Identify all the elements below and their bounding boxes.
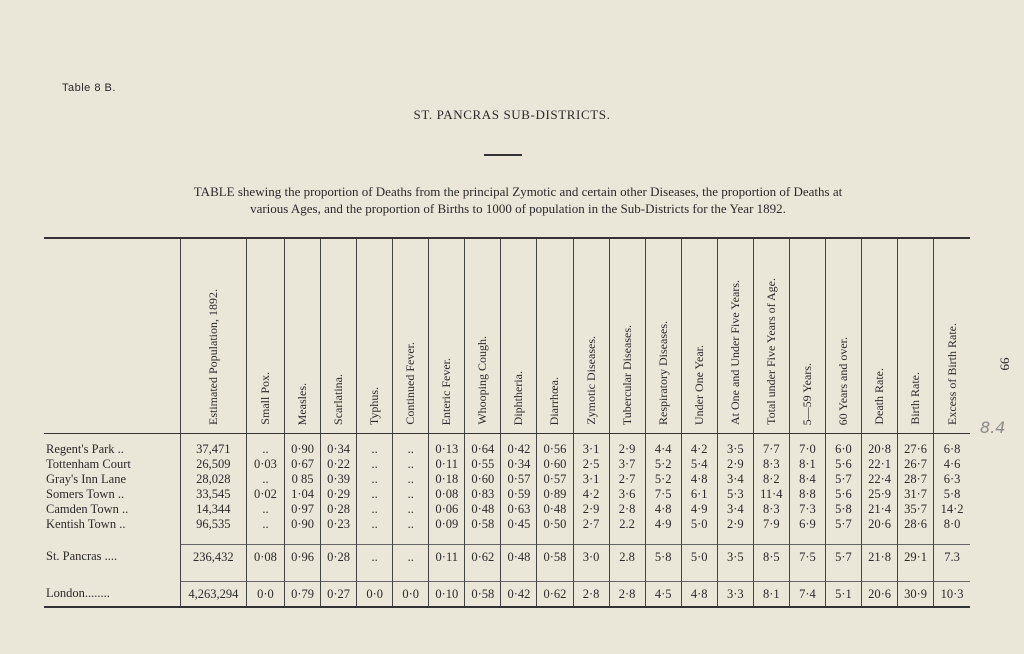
cell-value: 7·3 bbox=[789, 502, 825, 517]
cell-value: 3·1 bbox=[573, 434, 609, 458]
col-header: Continued Fever. bbox=[393, 238, 429, 434]
cell-value: 0·90 bbox=[285, 517, 321, 532]
cell-value: 0·97 bbox=[285, 502, 321, 517]
cell-value: 8·1 bbox=[753, 582, 789, 608]
cell-value: 21·4 bbox=[862, 502, 898, 517]
spacer-cell bbox=[246, 569, 284, 582]
cell-value: 5·0 bbox=[681, 545, 717, 570]
cell-value: 0·34 bbox=[501, 457, 537, 472]
cell-value: 2·9 bbox=[717, 517, 753, 532]
cell-value: 0·96 bbox=[285, 545, 321, 570]
cell-value: 0·58 bbox=[465, 582, 501, 608]
spacer-cell bbox=[44, 532, 180, 545]
cell-value: 5·2 bbox=[645, 457, 681, 472]
cell-value: 0·45 bbox=[501, 517, 537, 532]
caption-line-1: TABLE shewing the proportion of Deaths from the principal Zymotic and certain other Diseases, the proportion of Deaths at bbox=[193, 184, 843, 199]
cell-value: .. bbox=[357, 434, 393, 458]
spacer-cell bbox=[285, 532, 321, 545]
cell-value: 0·27 bbox=[321, 582, 357, 608]
cell-value: .. bbox=[357, 545, 393, 570]
cell-value: 20·8 bbox=[862, 434, 898, 458]
spacer-cell bbox=[321, 569, 357, 582]
cell-value: 7·4 bbox=[789, 582, 825, 608]
spacer-cell bbox=[429, 532, 465, 545]
cell-value: 0·59 bbox=[501, 487, 537, 502]
cell-value: 5·8 bbox=[934, 487, 970, 502]
cell-value: 7·5 bbox=[645, 487, 681, 502]
total-row-london bbox=[44, 582, 970, 608]
total-row-st-pancras bbox=[44, 545, 970, 570]
spacer-cell bbox=[573, 569, 609, 582]
cell-value: .. bbox=[393, 457, 429, 472]
cell-value: 28·7 bbox=[898, 472, 934, 487]
cell-value: 0·22 bbox=[321, 457, 357, 472]
cell-value: 0·60 bbox=[537, 457, 573, 472]
header-row bbox=[44, 238, 970, 434]
spacer-cell bbox=[180, 532, 246, 545]
cell-value: 7·9 bbox=[753, 517, 789, 532]
cell-value: 10·3 bbox=[934, 582, 970, 608]
cell-value: 25·9 bbox=[862, 487, 898, 502]
cell-value: 3·5 bbox=[717, 434, 753, 458]
col-header: Measles. bbox=[285, 238, 321, 434]
spacer-cell bbox=[825, 532, 861, 545]
cell-value: 2.2 bbox=[609, 517, 645, 532]
cell-value: 6·0 bbox=[825, 434, 861, 458]
cell-value: 0·83 bbox=[465, 487, 501, 502]
cell-value: 8·4 bbox=[789, 472, 825, 487]
row-label: Camden Town .. bbox=[46, 502, 129, 516]
cell-value: 4·9 bbox=[645, 517, 681, 532]
cell-value: 20·6 bbox=[862, 517, 898, 532]
cell-value: 28·6 bbox=[898, 517, 934, 532]
row-label: Gray's Inn Lane bbox=[46, 472, 126, 486]
cell-value: .. bbox=[393, 517, 429, 532]
cell-value: 4·6 bbox=[934, 457, 970, 472]
cell-value: 4·4 bbox=[645, 434, 681, 458]
cell-value: 14·2 bbox=[934, 502, 970, 517]
spacer-cell bbox=[681, 532, 717, 545]
cell-value: 4·5 bbox=[645, 582, 681, 608]
cell-value: 20·6 bbox=[862, 582, 898, 608]
cell-value: .. bbox=[393, 487, 429, 502]
spacer-cell bbox=[501, 569, 537, 582]
col-header: At One and Under Five Years. bbox=[717, 238, 753, 434]
spacer-cell bbox=[609, 532, 645, 545]
cell-value: 1·04 bbox=[285, 487, 321, 502]
cell-value: 21·8 bbox=[862, 545, 898, 570]
cell-value: 236,432 bbox=[180, 545, 246, 570]
spacer-cell bbox=[825, 569, 861, 582]
cell-value: 3·7 bbox=[609, 457, 645, 472]
col-header: Enteric Fever. bbox=[429, 238, 465, 434]
col-header: Typhus. bbox=[357, 238, 393, 434]
cell-value: 0 85 bbox=[285, 472, 321, 487]
cell-value: 0·23 bbox=[321, 517, 357, 532]
cell-value: 0·18 bbox=[429, 472, 465, 487]
spacer-cell bbox=[789, 569, 825, 582]
cell-value: .. bbox=[357, 457, 393, 472]
spacer-cell bbox=[862, 532, 898, 545]
cell-value: 14,344 bbox=[180, 502, 246, 517]
col-header: Scarlatina. bbox=[321, 238, 357, 434]
cell-value: 0·58 bbox=[465, 517, 501, 532]
spacer-cell bbox=[898, 569, 934, 582]
spacer-cell bbox=[717, 569, 753, 582]
spacer-cell bbox=[393, 532, 429, 545]
cell-value: 5·6 bbox=[825, 487, 861, 502]
cell-value: 7·5 bbox=[789, 545, 825, 570]
cell-value: 0·02 bbox=[246, 487, 284, 502]
caption-line-2: various Ages, and the proportion of Births to 1000 of population in the Sub-Districts for the Year 1892. bbox=[250, 201, 786, 216]
spacer-cell bbox=[609, 569, 645, 582]
cell-value: 0·0 bbox=[357, 582, 393, 608]
cell-value: 6·1 bbox=[681, 487, 717, 502]
cell-value: .. bbox=[357, 517, 393, 532]
cell-value: 5·3 bbox=[717, 487, 753, 502]
cell-value: 5·1 bbox=[825, 582, 861, 608]
cell-value: .. bbox=[357, 472, 393, 487]
cell-value: 22·4 bbox=[862, 472, 898, 487]
table-row bbox=[44, 502, 970, 517]
handwritten-note: 8.4 bbox=[980, 418, 1006, 437]
col-header: Zymotic Diseases. bbox=[573, 238, 609, 434]
spacer-cell bbox=[357, 569, 393, 582]
spacer-cell bbox=[934, 532, 970, 545]
cell-value: 6·8 bbox=[934, 434, 970, 458]
spacer-cell bbox=[862, 569, 898, 582]
cell-value: 0·48 bbox=[501, 545, 537, 570]
table-row bbox=[44, 487, 970, 502]
cell-value: 29·1 bbox=[898, 545, 934, 570]
cell-value: 8·2 bbox=[753, 472, 789, 487]
spacer-cell bbox=[357, 532, 393, 545]
cell-value: 5·2 bbox=[645, 472, 681, 487]
cell-value: 3·4 bbox=[717, 472, 753, 487]
cell-value: 0·79 bbox=[285, 582, 321, 608]
col-header: Birth Rate. bbox=[898, 238, 934, 434]
cell-value: 4·8 bbox=[681, 582, 717, 608]
cell-value: 0·56 bbox=[537, 434, 573, 458]
cell-value: 3·6 bbox=[609, 487, 645, 502]
cell-value: 5·7 bbox=[825, 517, 861, 532]
cell-value: .. bbox=[357, 502, 393, 517]
cell-value: .. bbox=[246, 517, 284, 532]
cell-value: 8·8 bbox=[789, 487, 825, 502]
spacer-row bbox=[44, 569, 970, 582]
cell-value: 5·0 bbox=[681, 517, 717, 532]
spacer-cell bbox=[180, 569, 246, 582]
cell-value: 0·67 bbox=[285, 457, 321, 472]
cell-value: 4·9 bbox=[681, 502, 717, 517]
col-header: Death Rate. bbox=[862, 238, 898, 434]
cell-value: 0·89 bbox=[537, 487, 573, 502]
cell-value: .. bbox=[393, 434, 429, 458]
cell-value: 22·1 bbox=[862, 457, 898, 472]
col-header: Diphtheria. bbox=[501, 238, 537, 434]
cell-value: 0·58 bbox=[537, 545, 573, 570]
col-header: Under One Year. bbox=[681, 238, 717, 434]
col-header: Whooping Cough. bbox=[465, 238, 501, 434]
row-label: Somers Town .. bbox=[46, 487, 125, 501]
cell-value: .. bbox=[393, 472, 429, 487]
spacer-cell bbox=[246, 532, 284, 545]
cell-value: 2·8 bbox=[609, 582, 645, 608]
cell-value: 0·42 bbox=[501, 582, 537, 608]
spacer-cell bbox=[321, 532, 357, 545]
cell-value: 0·90 bbox=[285, 434, 321, 458]
cell-value: 0·11 bbox=[429, 457, 465, 472]
col-header: Estimated Population, 1892. bbox=[180, 238, 246, 434]
cell-value: 4·2 bbox=[573, 487, 609, 502]
col-header: Respiratory Diseases. bbox=[645, 238, 681, 434]
row-label: Tottenham Court bbox=[46, 457, 131, 471]
spacer-cell bbox=[681, 569, 717, 582]
row-label: Regent's Park .. bbox=[46, 442, 124, 456]
cell-value: 0·60 bbox=[465, 472, 501, 487]
spacer-cell bbox=[429, 569, 465, 582]
header-corner bbox=[44, 238, 180, 434]
cell-value: 0·62 bbox=[537, 582, 573, 608]
spacer-cell bbox=[753, 532, 789, 545]
cell-value: 5·6 bbox=[825, 457, 861, 472]
cell-value: 2·8 bbox=[609, 502, 645, 517]
row-label: St. Pancras .... bbox=[46, 549, 118, 564]
cell-value: 8·0 bbox=[934, 517, 970, 532]
spacer-cell bbox=[44, 569, 180, 582]
cell-value: 0·28 bbox=[321, 545, 357, 570]
cell-value: 96,535 bbox=[180, 517, 246, 532]
cell-value: .. bbox=[393, 545, 429, 570]
cell-value: 5·7 bbox=[825, 472, 861, 487]
cell-value: 0·10 bbox=[429, 582, 465, 608]
cell-value: 6·9 bbox=[789, 517, 825, 532]
cell-value: 2·5 bbox=[573, 457, 609, 472]
spacer-cell bbox=[789, 532, 825, 545]
cell-value: 0·34 bbox=[321, 434, 357, 458]
spacer-cell bbox=[537, 532, 573, 545]
page-number: 99 bbox=[997, 357, 1013, 371]
cell-value: 0·03 bbox=[246, 457, 284, 472]
cell-value: 4·8 bbox=[681, 472, 717, 487]
statistics-table bbox=[44, 237, 970, 608]
cell-value: 2·8 bbox=[573, 582, 609, 608]
cell-value: 7.3 bbox=[934, 545, 970, 570]
cell-value: 3·1 bbox=[573, 472, 609, 487]
cell-value: 8·5 bbox=[753, 545, 789, 570]
spacer-cell bbox=[465, 569, 501, 582]
spacer-cell bbox=[537, 569, 573, 582]
cell-value: 4·2 bbox=[681, 434, 717, 458]
cell-value: 0·29 bbox=[321, 487, 357, 502]
cell-value: 30·9 bbox=[898, 582, 934, 608]
col-header: Small Pox. bbox=[246, 238, 284, 434]
title-rule bbox=[484, 154, 522, 156]
cell-value: 2·7 bbox=[573, 517, 609, 532]
table-row bbox=[44, 457, 970, 472]
cell-value: 8·3 bbox=[753, 457, 789, 472]
col-header: Total under Five Years of Age. bbox=[753, 238, 789, 434]
cell-value: 0·42 bbox=[501, 434, 537, 458]
col-header: 60 Years and over. bbox=[825, 238, 861, 434]
cell-value: .. bbox=[246, 502, 284, 517]
spacer-cell bbox=[717, 532, 753, 545]
cell-value: 3·0 bbox=[573, 545, 609, 570]
cell-value: 0·08 bbox=[429, 487, 465, 502]
cell-value: 7·7 bbox=[753, 434, 789, 458]
table-row bbox=[44, 434, 970, 458]
row-label: London........ bbox=[46, 586, 110, 601]
cell-value: 0·62 bbox=[465, 545, 501, 570]
cell-value: 0·48 bbox=[537, 502, 573, 517]
cell-value: .. bbox=[393, 502, 429, 517]
cell-value: 33,545 bbox=[180, 487, 246, 502]
cell-value: 0·11 bbox=[429, 545, 465, 570]
cell-value: 0·06 bbox=[429, 502, 465, 517]
cell-value: 8·3 bbox=[753, 502, 789, 517]
table-caption bbox=[62, 183, 974, 217]
spacer-cell bbox=[898, 532, 934, 545]
cell-value: 0·57 bbox=[537, 472, 573, 487]
row-label: Kentish Town .. bbox=[46, 517, 126, 531]
cell-value: 8·1 bbox=[789, 457, 825, 472]
cell-value: 5·4 bbox=[681, 457, 717, 472]
cell-value: 0·39 bbox=[321, 472, 357, 487]
cell-value: 5·8 bbox=[645, 545, 681, 570]
cell-value: 28,028 bbox=[180, 472, 246, 487]
cell-value: 0·64 bbox=[465, 434, 501, 458]
cell-value: 6·3 bbox=[934, 472, 970, 487]
col-header: Tubercular Diseases. bbox=[609, 238, 645, 434]
cell-value: 0·57 bbox=[501, 472, 537, 487]
cell-value: 0·55 bbox=[465, 457, 501, 472]
col-header: Diarrhœa. bbox=[537, 238, 573, 434]
cell-value: 26,509 bbox=[180, 457, 246, 472]
cell-value: 35·7 bbox=[898, 502, 934, 517]
cell-value: 27·6 bbox=[898, 434, 934, 458]
cell-value: 26·7 bbox=[898, 457, 934, 472]
cell-value: 3·5 bbox=[717, 545, 753, 570]
cell-value: .. bbox=[246, 472, 284, 487]
cell-value: .. bbox=[357, 487, 393, 502]
col-header: Excess of Birth Rate. bbox=[934, 238, 970, 434]
cell-value: 2·9 bbox=[609, 434, 645, 458]
table-row bbox=[44, 517, 970, 532]
cell-value: 0·13 bbox=[429, 434, 465, 458]
spacer-cell bbox=[645, 569, 681, 582]
cell-value: .. bbox=[246, 434, 284, 458]
cell-value: 37,471 bbox=[180, 434, 246, 458]
cell-value: 4,263,294 bbox=[180, 582, 246, 608]
cell-value: 4·8 bbox=[645, 502, 681, 517]
spacer-cell bbox=[573, 532, 609, 545]
table-label: Table 8 B. bbox=[62, 82, 116, 94]
cell-value: 0·0 bbox=[393, 582, 429, 608]
page-title: ST. PANCRAS SUB-DISTRICTS. bbox=[413, 107, 611, 122]
cell-value: 0·09 bbox=[429, 517, 465, 532]
cell-value: 2·7 bbox=[609, 472, 645, 487]
cell-value: 2·9 bbox=[573, 502, 609, 517]
cell-value: 31·7 bbox=[898, 487, 934, 502]
spacer-cell bbox=[753, 569, 789, 582]
spacer-cell bbox=[393, 569, 429, 582]
cell-value: 3·4 bbox=[717, 502, 753, 517]
cell-value: 0·48 bbox=[465, 502, 501, 517]
cell-value: 2·9 bbox=[717, 457, 753, 472]
cell-value: 0·08 bbox=[246, 545, 284, 570]
cell-value: 0·0 bbox=[246, 582, 284, 608]
spacer-row bbox=[44, 532, 970, 545]
cell-value: 0·63 bbox=[501, 502, 537, 517]
cell-value: 3·3 bbox=[717, 582, 753, 608]
cell-value: 2.8 bbox=[609, 545, 645, 570]
spacer-cell bbox=[285, 569, 321, 582]
table-row bbox=[44, 472, 970, 487]
cell-value: 5·7 bbox=[825, 545, 861, 570]
spacer-cell bbox=[465, 532, 501, 545]
spacer-cell bbox=[934, 569, 970, 582]
spacer-cell bbox=[645, 532, 681, 545]
cell-value: 0·50 bbox=[537, 517, 573, 532]
cell-value: 0·28 bbox=[321, 502, 357, 517]
cell-value: 7·0 bbox=[789, 434, 825, 458]
cell-value: 11·4 bbox=[753, 487, 789, 502]
spacer-cell bbox=[501, 532, 537, 545]
col-header: 5—59 Years. bbox=[789, 238, 825, 434]
cell-value: 5·8 bbox=[825, 502, 861, 517]
